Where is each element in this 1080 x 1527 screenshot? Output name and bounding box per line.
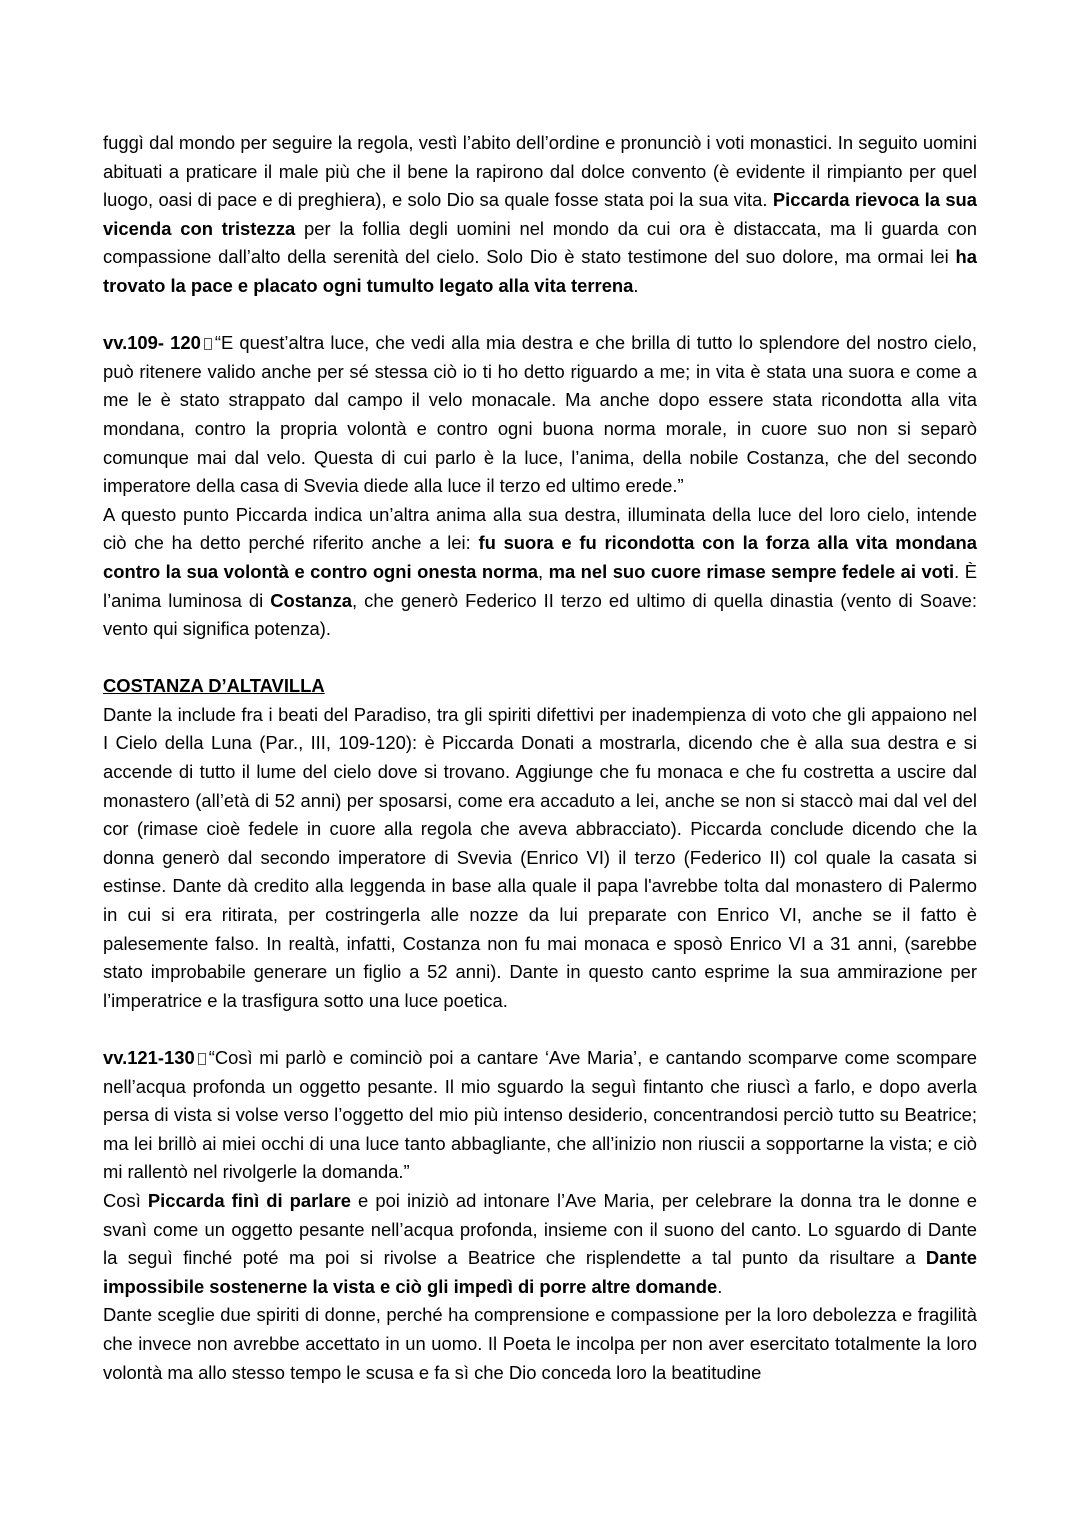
text-run: e poi iniziò ad intonare l’Ave Maria, per celebrare la donna tra le donne e svanì come un oggetto pesante nell’acqua profonda, insieme con il suono del canto. Lo sguardo di Dante la seguì finché poté ma poi si rivolse a Beatrice che risplendette a tal punto da risultare a (103, 1189, 977, 1269)
paragraph-costanza-explanation (103, 501, 977, 644)
bold-run: Piccarda rievoca la sua vicenda con tristezza (103, 189, 978, 239)
bold-run: fu suora e fu ricondotta con la forza alla vita mondana contro la sua volontà e contro ogni onesta norma (103, 532, 977, 582)
section-heading: COSTANZA D’ALTAVILLA (103, 675, 325, 697)
text-run: Così (103, 1189, 148, 1211)
missing-glyph-icon (198, 1053, 206, 1065)
text-run: . (633, 274, 639, 296)
bold-run: Piccarda finì di parlare (147, 1189, 351, 1211)
paragraph-verses-109-120 (103, 329, 977, 501)
paragraph-gap (103, 644, 977, 673)
text-run: “Così mi parlò e cominciò poi a cantare ‘Ave Maria’, e cantando scomparve come scompare nell’acqua profonda un oggetto pesante. Il mio sguardo la seguì fintanto che riuscì a farlo, e dopo averla persa di vista si volse verso l’oggetto del mio più intenso desiderio, concentrandosi perciò tutto su Beatrice; ma lei brillò ai miei occhi di una luce tanto abbagliante, che all’inizio non riuscii a sopportarne la vista; e ciò mi rallentò nel rivolgerle la domanda.” (103, 1047, 977, 1183)
verse-reference: vv.121-130 (103, 1047, 195, 1068)
text-run: per la follia degli uomini nel mondo da cui ora è distaccata, ma li guarda con compassione dall’alto della serenità del cielo. Solo Dio è stato testimone del suo dolore, ma ormai lei (103, 217, 977, 268)
text-run: . (717, 1275, 723, 1297)
text-run: fuggì dal mondo per seguire la regola, vestì l’abito dell’ordine e pronunciò i voti monastici. In seguito uomini abituati a praticare il male più che il bene la rapirono dal dolce convento (è evidente il rimpianto per quel luogo, oasi di pace e di preghiera), e solo Dio sa quale fosse stata poi la sua vita. (103, 132, 977, 211)
text-run: , che generò Federico II terzo ed ultimo di quella dinastia (vento di Soave: vento qui significa potenza). (103, 589, 977, 640)
paragraph-gap (103, 1015, 977, 1044)
paragraph-gap (103, 301, 977, 330)
document-page (103, 129, 977, 1387)
paragraph-verses-121-130 (103, 1044, 977, 1187)
text-run: Dante sceglie due spiriti di donne, perché ha comprensione e compassione per la loro debolezza e fragilità che invece non avrebbe accettato in un uomo. Il Poeta le incolpa per non aver esercitato totalmente la loro volontà ma allo stesso tempo le scusa e fa sì che Dio conceda loro la beatitudine (103, 1304, 977, 1383)
bold-run: Dante impossibile sostenerne la vista e ciò gli impedì di porre altre domande (103, 1247, 977, 1297)
text-run: “E quest’altra luce, che vedi alla mia destra e che brilla di tutto lo splendore del nostro cielo, può ritenere valido anche per sé stessa ciò io ti ho detto riguardo a me; in vita è stata una suora e come a me le è stato strappato dal campo il velo monacale. Ma anche dopo essere stata ricondotta alla vita mondana, contro la propria volontà e contro ogni buona norma morale, in cuore suo non si separò comunque mai dal velo. Questa di cui parlo è la luce, l’anima, della nobile Costanza, che del secondo imperatore della casa di Svevia diede alla luce il terzo ed ultimo erede.” (103, 332, 977, 497)
text-run: . È l’anima luminosa di (103, 560, 977, 611)
paragraph-costanza-biography (103, 701, 977, 1016)
verse-reference: vv.109- 120 (103, 332, 201, 354)
paragraph-piccarda-story (103, 129, 977, 301)
text-run: A questo punto Piccarda indica un’altra anima alla sua destra, illuminata della luce del loro cielo, intende ciò che ha detto perché riferito anche a lei: (103, 503, 977, 554)
text-run: , (538, 560, 549, 582)
paragraph-conclusion (103, 1301, 977, 1387)
paragraph-piccarda-exit (103, 1187, 977, 1301)
bold-run: ma nel suo cuore rimase sempre fedele ai voti (548, 560, 955, 582)
bold-run: ha trovato la pace e placato ogni tumulto legato alla vita terrena (103, 246, 977, 296)
missing-glyph-icon (204, 338, 212, 350)
bold-run: Costanza (270, 589, 353, 611)
text-run: Dante la include fra i beati del Paradiso, tra gli spiriti difettivi per inadempienza di voto che gli appaiono nel I Cielo della Luna (Par., III, 109-120): è Piccarda Donati a mostrarla, dicendo che è alla sua destra e si accende di tutto il lume del cielo dove si trovano. Aggiunge che fu monaca e che fu costretta a uscire dal monastero (all’età di 52 anni) per sposarsi, come era accaduto a lei, anche se non si staccò mai dal vel del cor (rimase cioè fedele in cuore alla regola che aveva abbracciato). Piccarda conclude dicendo che la donna generò dal secondo imperatore di Svevia (Enrico VI) il terzo (Federico II) col quale la casata si estinse. Dante dà credito alla leggenda in base alla quale il papa l'avrebbe tolta dal monastero di Palermo in cui si era ritirata, per costringerla alle nozze da lui preparate con Enrico VI, anche se il fatto è palesemente falso. In realtà, infatti, Costanza non fu mai monaca e sposò Enrico VI a 31 anni, (sarebbe stato improbabile generare un figlio a 52 anni). Dante in questo canto esprime la sua ammirazione per l’imperatrice e la trasfigura sotto una luce poetica. (103, 703, 977, 1011)
